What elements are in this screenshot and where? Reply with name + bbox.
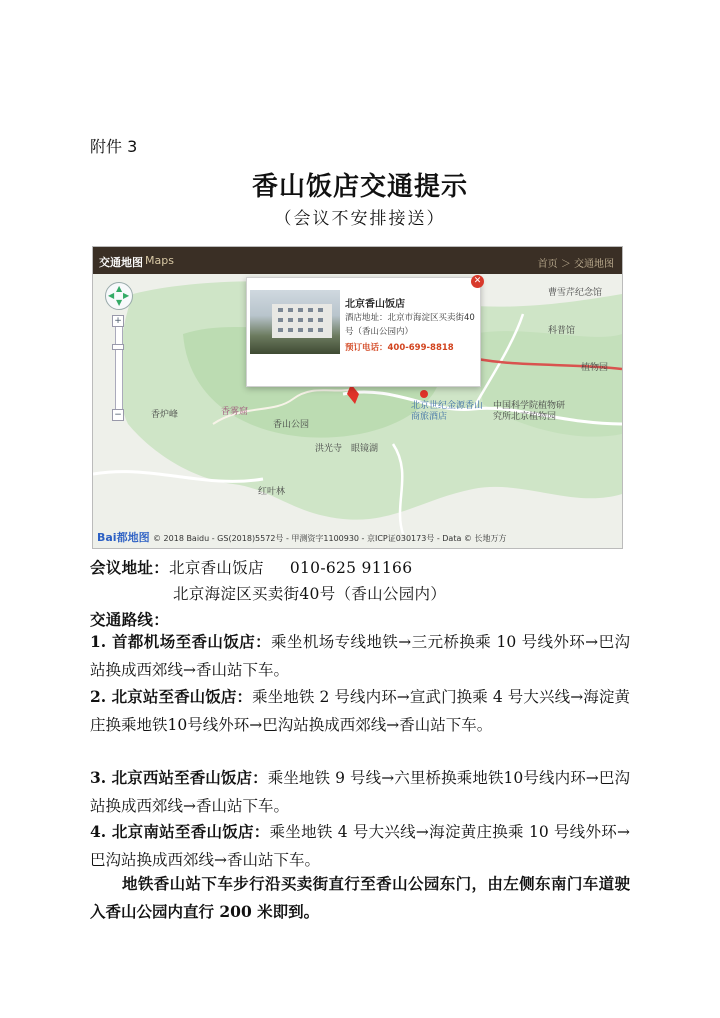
- hotel-photo: [250, 290, 340, 354]
- venue-phone: 010-625 91166: [289, 559, 413, 577]
- popup-hotel-address: 酒店地址：北京市海淀区买卖街40号（香山公园内）: [345, 313, 475, 337]
- zoom-handle[interactable]: [112, 344, 124, 350]
- map-header-title: 交通地图: [99, 256, 143, 269]
- venue-label: 会议地址：: [90, 558, 170, 577]
- route-item: [90, 628, 630, 684]
- pan-up-icon[interactable]: ▲: [116, 284, 123, 293]
- map-copyright: © 2018 Baidu - GS(2018)5572号 - 甲测资字1100930 - 京ICP证030173号 - Data © 长地万方: [153, 534, 507, 543]
- pan-right-icon[interactable]: ▶: [123, 291, 130, 300]
- venue-line: [90, 556, 412, 578]
- venue-name: 北京香山饭店: [169, 559, 264, 577]
- route-body: 乘坐机场专线地铁→三元桥换乘 10 号线外环→巴沟站换成西郊线→香山站下车。: [90, 633, 630, 679]
- attachment-label: 附件 3: [90, 137, 138, 156]
- map-label: 眼镜湖: [351, 444, 379, 454]
- page-title: 香山饭店交通提示: [251, 172, 468, 202]
- zoom-slider[interactable]: [115, 317, 123, 419]
- popup-hotel-name: 北京香山饭店: [345, 299, 405, 310]
- popup-hotel-phone: 预订电话：400-699-8818: [345, 343, 454, 353]
- route-title: 1. 首都机场至香山饭店：: [90, 632, 272, 651]
- pan-left-icon[interactable]: ◀: [108, 291, 115, 300]
- zoom-in-icon[interactable]: +: [112, 315, 124, 327]
- map-breadcrumb[interactable]: 首页 ＞ 交通地图: [537, 259, 614, 270]
- route-item: [90, 764, 630, 820]
- map-header-subtitle: Maps: [145, 254, 174, 267]
- map-label: 植物园: [581, 363, 609, 373]
- route-body: 乘坐地铁 4 号大兴线→海淀黄庄换乘 10 号线外环→巴沟站换成西郊线→香山站下车。: [90, 823, 630, 869]
- route-body: 乘坐地铁 2 号线内环→宣武门换乘 4 号大兴线→海淀黄庄换乘地铁10号线外环→巴沟站换成西郊线→香山站下车。: [90, 688, 630, 734]
- map-label: 香炉峰: [151, 410, 179, 420]
- page-subtitle: （会议不安排接送）: [274, 209, 446, 229]
- pan-down-icon[interactable]: ▼: [116, 298, 123, 307]
- map-label: 红叶林: [258, 487, 286, 497]
- hotel-info-popup: [246, 277, 481, 387]
- map-label: 香山公园: [273, 420, 310, 430]
- route-item: [90, 818, 630, 874]
- routes-heading: 交通路线：: [90, 610, 170, 629]
- baidu-logo: Bai都地图: [97, 531, 150, 544]
- map-label: 洪光寺: [315, 444, 343, 454]
- map-pan-control[interactable]: [105, 282, 133, 310]
- route-title: 2. 北京站至香山饭店：: [90, 687, 253, 706]
- venue-address: 北京海淀区买卖街40号（香山公园内）: [173, 585, 447, 603]
- map-label: 香雾窟: [221, 407, 249, 417]
- close-icon[interactable]: ✕: [471, 275, 484, 288]
- map-label: 北京世纪金源香山商旅酒店: [411, 401, 484, 422]
- walking-note: 地铁香山站下车步行沿买卖街直行至香山公园东门，由左侧东南门车道驶入香山公园内直行 200 米即到。: [90, 874, 630, 921]
- map-label: 中国科学院植物研究所北京植物园: [493, 401, 566, 422]
- route-title: 4. 北京南站至香山饭店：: [90, 822, 270, 841]
- route-title: 3. 北京西站至香山饭店：: [90, 768, 268, 787]
- traffic-map[interactable]: [92, 246, 623, 549]
- map-label: 科普馆: [548, 326, 576, 336]
- map-label: 曹雪芹纪念馆: [548, 288, 603, 298]
- route-body: 乘坐地铁 9 号线→六里桥换乘地铁10号线内环→巴沟站换成西郊线→香山站下车。: [90, 769, 630, 815]
- zoom-out-icon[interactable]: −: [112, 409, 124, 421]
- route-item: [90, 683, 630, 739]
- map-header: [93, 247, 622, 274]
